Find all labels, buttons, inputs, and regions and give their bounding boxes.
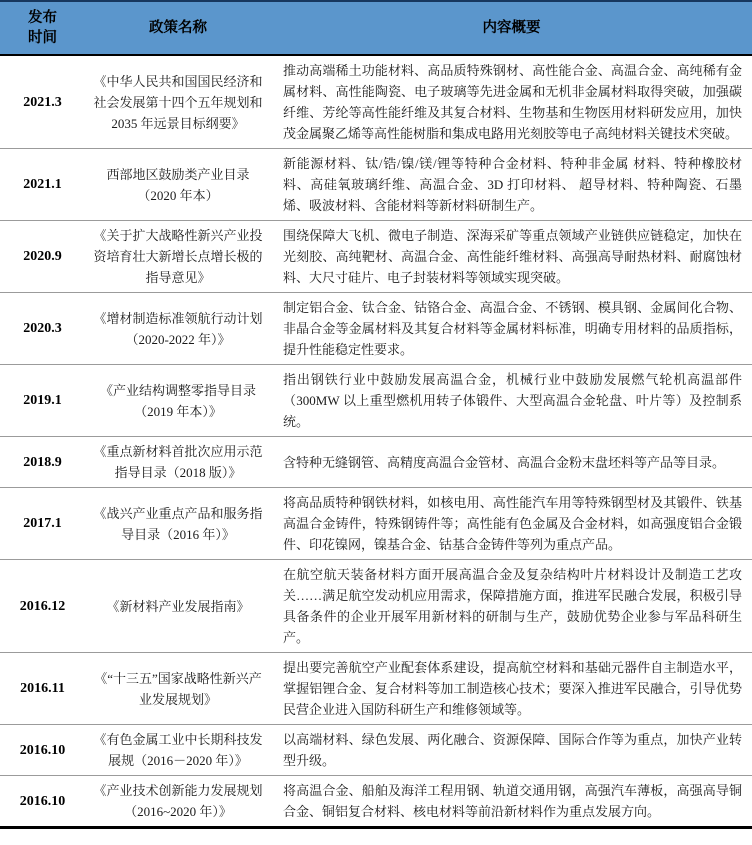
row-policy: 西部地区鼓励类产业目录（2020 年本） bbox=[85, 149, 271, 221]
table-row bbox=[0, 776, 752, 828]
row-date: 2016.10 bbox=[0, 776, 85, 828]
col-header-summary bbox=[271, 1, 752, 55]
row-date: 2019.1 bbox=[0, 365, 85, 437]
row-policy: 《战兴产业重点产品和服务指导目录（2016 年）》 bbox=[85, 488, 271, 560]
table-row bbox=[0, 293, 752, 365]
row-date: 2018.9 bbox=[0, 437, 85, 488]
row-summary: 推动高端稀土功能材料、高品质特殊钢材、高性能合金、高温合金、高纯稀有金属材料、高性能陶瓷、电子玻璃等先进金属和无机非金属材料取得突破，加强碳纤维、芳纶等高性能纤维及其复合材料、生物基和生物医用材料研发应用，加快茂金属聚乙烯等高性能树脂和集成电路用光刻胶等电子高纯材料关键技术突破。 bbox=[271, 55, 752, 149]
table-row bbox=[0, 221, 752, 293]
row-summary: 以高端材料、绿色发展、两化融合、资源保障、国际合作等为重点，加快产业转型升级。 bbox=[271, 725, 752, 776]
row-date: 2021.3 bbox=[0, 55, 85, 149]
col-header-date bbox=[0, 1, 85, 55]
row-date: 2016.10 bbox=[0, 725, 85, 776]
row-policy: 《产业技术创新能力发展规划（2016~2020 年）》 bbox=[85, 776, 271, 828]
row-summary: 指出钢铁行业中鼓励发展高温合金，机械行业中鼓励发展燃气轮机高温部件（300MW 以上重型燃机用转子体锻件、大型高温合金轮盘、叶片等）及控制系统。 bbox=[271, 365, 752, 437]
row-date: 2016.11 bbox=[0, 653, 85, 725]
row-summary: 围绕保障大飞机、微电子制造、深海采矿等重点领域产业链供应链稳定，加快在光刻胶、高纯靶材、高温合金、高性能纤维材料、高强高导耐热材料、耐腐蚀材料、大尺寸硅片、电子封装材料等领域实现突破。 bbox=[271, 221, 752, 293]
row-date: 2020.3 bbox=[0, 293, 85, 365]
table-row bbox=[0, 653, 752, 725]
col-header-policy-label: 政策名称 bbox=[149, 20, 207, 36]
table-row bbox=[0, 488, 752, 560]
row-summary: 将高温合金、船舶及海洋工程用钢、轨道交通用钢，高强汽车薄板，高强高导铜合金、铜铝复合材料、核电材料等前沿新材料作为重点发展方向。 bbox=[271, 776, 752, 828]
row-summary: 含特种无缝钢管、高精度高温合金管材、高温合金粉末盘坯料等产品等目录。 bbox=[271, 437, 752, 488]
row-summary: 提出要完善航空产业配套体系建设，提高航空材料和基础元器件自主制造水平，掌握铝锂合金、复合材料等加工制造核心技术；要深入推进军民融合，引导优势民营企业进入国防科研生产和维修领域等。 bbox=[271, 653, 752, 725]
row-date: 2017.1 bbox=[0, 488, 85, 560]
row-policy: 《有色金属工业中长期科技发展规（2016－2020 年）》 bbox=[85, 725, 271, 776]
row-summary: 将高品质特种钢铁材料，如核电用、高性能汽车用等特殊钢型材及其锻件、铁基高温合金铸件，特殊钢铸件等；高性能有色金属及合金材料，如高强度铝合金锻件、印花镍网，镍基合金、钴基合金铸件等列为重点产品。 bbox=[271, 488, 752, 560]
row-summary: 在航空航天装备材料方面开展高温合金及复杂结构叶片材料设计及制造工艺攻关……满足航空发动机应用需求，保障措施方面，推进军民融合发展，积极引导具备条件的企业开展军用新材料的研制与生产，鼓励优势企业参与军品科研生产。 bbox=[271, 560, 752, 653]
row-policy: 《新材料产业发展指南》 bbox=[85, 560, 271, 653]
row-policy: 《重点新材料首批次应用示范指导目录（2018 版）》 bbox=[85, 437, 271, 488]
header-row bbox=[0, 1, 752, 55]
table-row bbox=[0, 365, 752, 437]
table-row bbox=[0, 149, 752, 221]
row-date: 2016.12 bbox=[0, 560, 85, 653]
col-header-date-label: 发布时间 bbox=[28, 10, 57, 46]
row-policy: 《增材制造标准领航行动计划（2020-2022 年）》 bbox=[85, 293, 271, 365]
row-date: 2020.9 bbox=[0, 221, 85, 293]
table-row bbox=[0, 560, 752, 653]
table-row bbox=[0, 725, 752, 776]
row-policy: 《产业结构调整零指导目录（2019 年本）》 bbox=[85, 365, 271, 437]
col-header-policy bbox=[85, 1, 271, 55]
table-row bbox=[0, 55, 752, 149]
row-policy: 《“十三五”国家战略性新兴产业发展规划》 bbox=[85, 653, 271, 725]
row-summary: 制定铝合金、钛合金、钴铬合金、高温合金、不锈钢、模具钢、金属间化合物、非晶合金等金属材料及其复合材料等金属材料标准，明确专用材料的品质指标，提升性能稳定性要求。 bbox=[271, 293, 752, 365]
row-policy: 《关于扩大战略性新兴产业投资培育壮大新增长点增长极的指导意见》 bbox=[85, 221, 271, 293]
table-row bbox=[0, 437, 752, 488]
col-header-summary-label: 内容概要 bbox=[482, 20, 541, 36]
row-policy: 《中华人民共和国国民经济和社会发展第十四个五年规划和2035 年远景目标纲要》 bbox=[85, 55, 271, 149]
row-summary: 新能源材料、钛/锆/镍/镁/锂等特种合金材料、特种非金属 材料、特种橡胶材料、高硅氧玻璃纤维、高温合金、3D 打印材料、 超导材料、特种陶瓷、石墨烯、吸波材料、含能材料等新材料研制生产。 bbox=[271, 149, 752, 221]
row-date: 2021.1 bbox=[0, 149, 85, 221]
